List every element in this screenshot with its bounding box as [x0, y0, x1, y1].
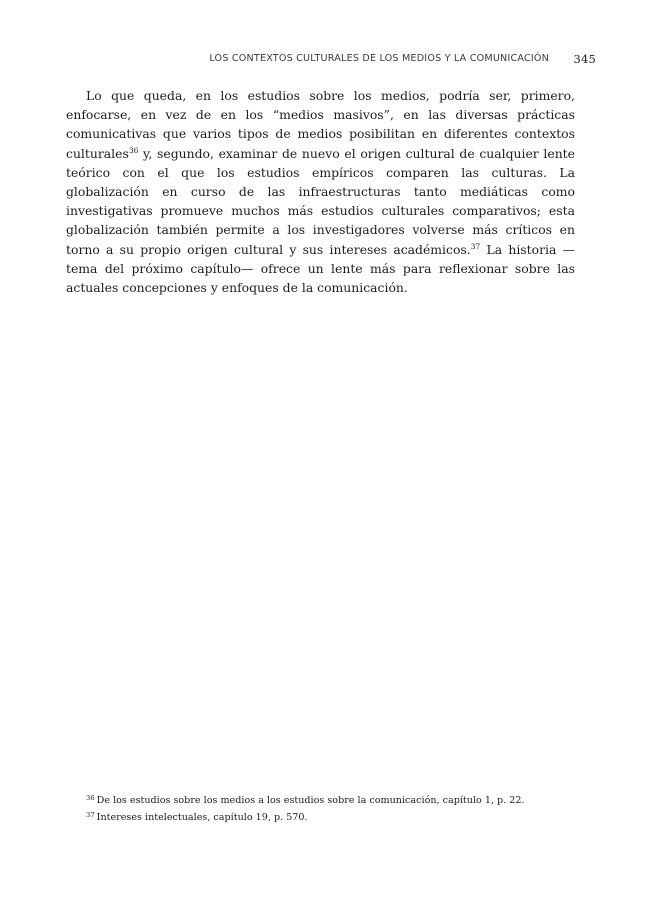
footnote-reference-36[interactable]: 36	[128, 145, 139, 155]
footnote-mark: 36	[86, 794, 95, 802]
footnote	[86, 808, 586, 825]
paragraph-text: y, segundo, examinar de nuevo el origen cultural de cualquier lente teórico con el que los estudios empíricos comparen las culturas. La globalización en curso de las infraestructuras tanto mediáticas como investigativas promueve muchos más estudios culturales comparativos; esta globalización también permite a los investigadores volverse más críticos en torno a su propio origen cultural y sus intereses académicos.	[66, 145, 575, 257]
footnote	[86, 791, 586, 808]
running-header	[66, 52, 596, 68]
paragraph-text: Lo que queda, en los estudios sobre los medios, podría ser, primero, enfocarse, en vez de en los “medios masivos”, en las diversas prácticas comunicativas que varios tipos de medios posibilitan en diferentes contextos culturales	[66, 88, 575, 161]
body-paragraph	[66, 86, 575, 297]
footnote-reference-37[interactable]: 37	[470, 241, 481, 251]
footnotes	[86, 791, 586, 825]
page-number: 345	[573, 52, 596, 66]
footnote-text: De los estudios sobre los medios a los estudios sobre la comunicación, capítulo 1, p. 22.	[96, 795, 525, 806]
footnote-text: Intereses intelectuales, capítulo 19, p. 570.	[96, 812, 308, 823]
footnote-mark: 37	[86, 811, 95, 819]
paragraph-text: La historia —tema del próximo capítulo— ofrece un lente más para reflexionar sobre las actuales concepciones y enfoques de la comunicación.	[66, 241, 575, 296]
running-title: LOS CONTEXTOS CULTURALES DE LOS MEDIOS Y LA COMUNICACIÓN	[209, 53, 549, 64]
